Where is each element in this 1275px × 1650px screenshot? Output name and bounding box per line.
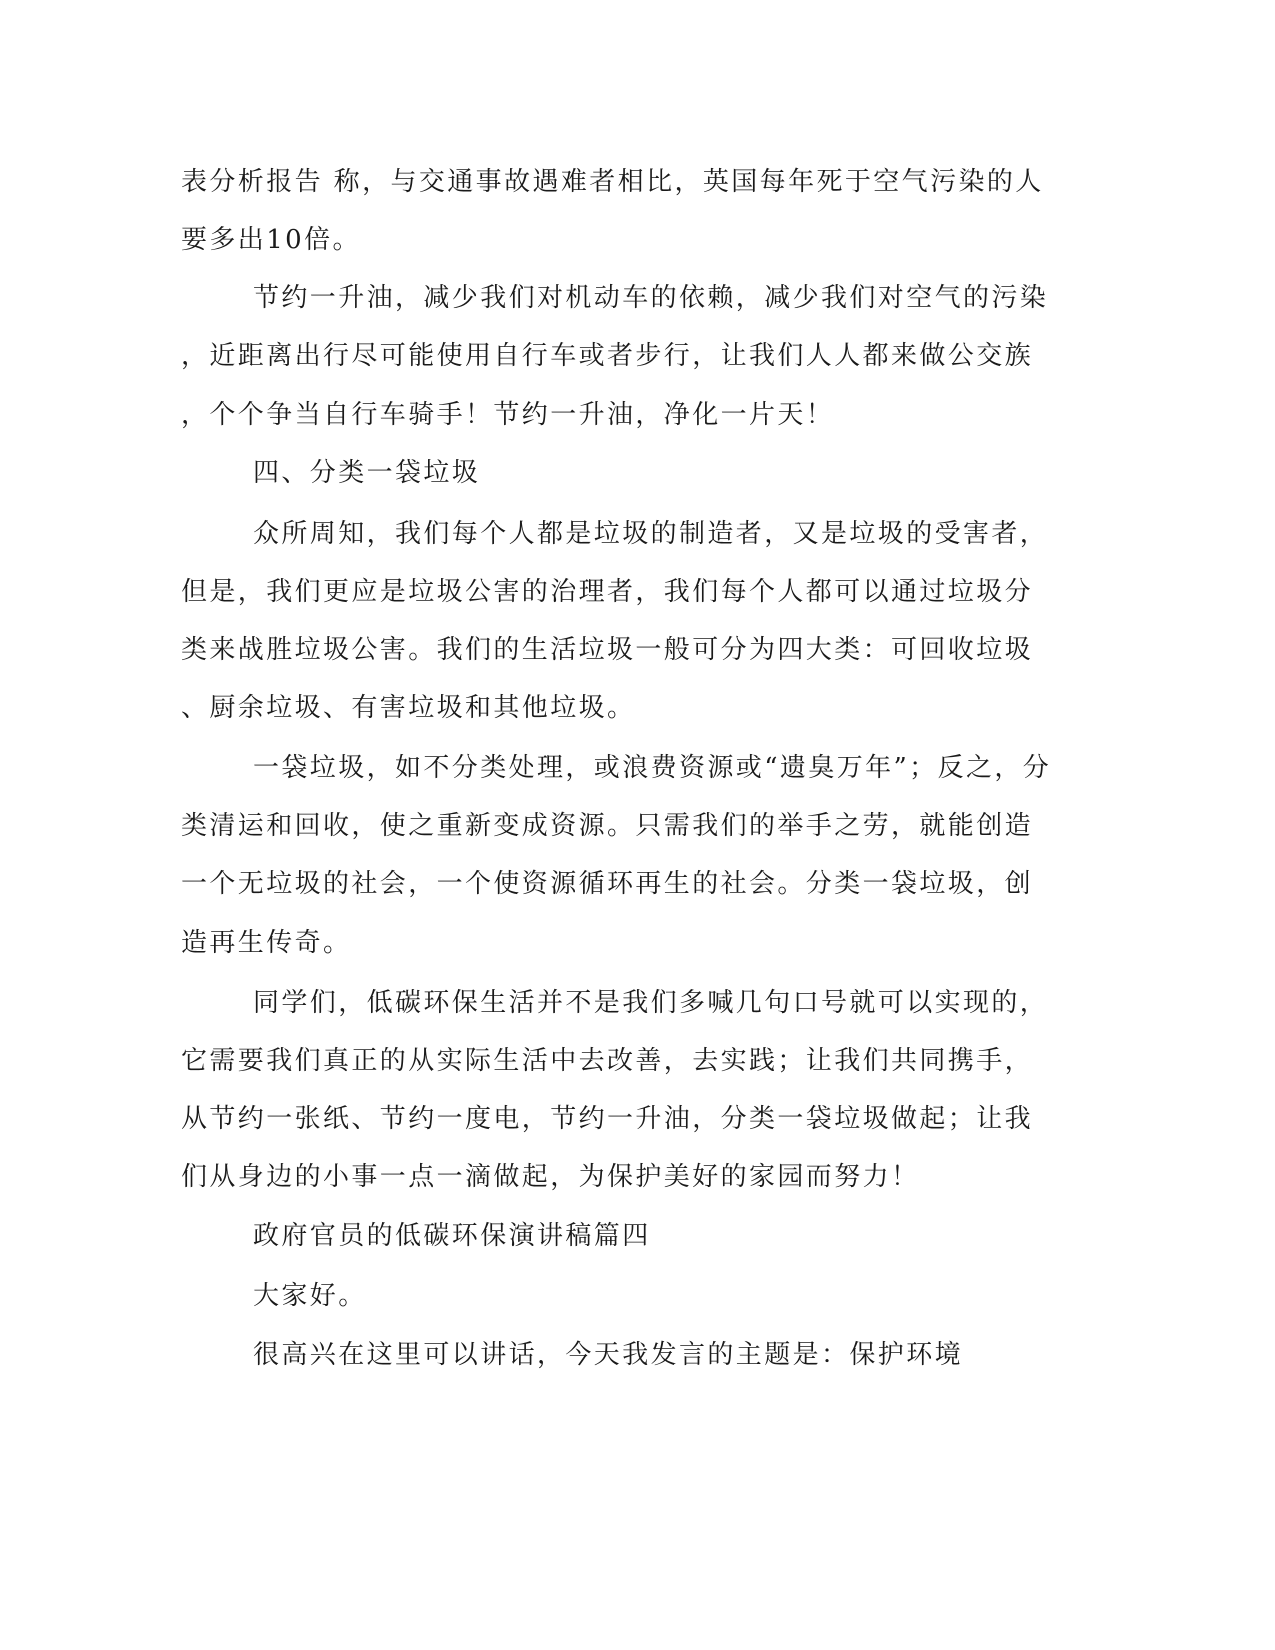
paragraph-line: 类来战胜垃圾公害。我们的生活垃圾一般可分为四大类：可回收垃圾	[181, 635, 1034, 665]
paragraph-line: ，个个争当自行车骑手！节约一升油，净化一片天！	[181, 400, 835, 430]
paragraph-line: 很高兴在这里可以讲话，今天我发言的主题是：保护环境	[253, 1340, 964, 1370]
paragraph-line: 表分析报告 称，与交通事故遇难者相比，英国每年死于空气污染的人	[181, 167, 1044, 197]
paragraph-line: 要多出10倍。	[181, 225, 361, 255]
paragraph-line: 类清运和回收，使之重新变成资源。只需我们的举手之劳，就能创造	[181, 811, 1034, 841]
paragraph-line: 众所周知，我们每个人都是垃圾的制造者，又是垃圾的受害者，	[253, 519, 1049, 549]
paragraph-line: 从节约一张纸、节约一度电，节约一升油，分类一袋垃圾做起；让我	[181, 1104, 1034, 1134]
paragraph-line: 同学们，低碳环保生活并不是我们多喊几句口号就可以实现的，	[253, 988, 1049, 1018]
paragraph-line: 造再生传奇。	[181, 928, 352, 958]
greeting-line: 大家好。	[253, 1281, 367, 1311]
paragraph-line: 们从身边的小事一点一滴做起，为保护美好的家园而努力！	[181, 1162, 920, 1192]
paragraph-line: ，近距离出行尽可能使用自行车或者步行，让我们人人都来做公交族	[181, 341, 1034, 371]
section-heading: 四、分类一袋垃圾	[253, 458, 481, 488]
paragraph-line: 、厨余垃圾、有害垃圾和其他垃圾。	[181, 693, 636, 723]
paragraph-line: 一个无垃圾的社会，一个使资源循环再生的社会。分类一袋垃圾，创	[181, 869, 1034, 899]
section-title: 政府官员的低碳环保演讲稿篇四	[253, 1221, 651, 1251]
paragraph-line: 但是，我们更应是垃圾公害的治理者，我们每个人都可以通过垃圾分	[181, 577, 1034, 607]
paragraph-line: 它需要我们真正的从实际生活中去改善，去实践；让我们共同携手，	[181, 1046, 1034, 1076]
paragraph-line: 一袋垃圾，如不分类处理，或浪费资源或“遗臭万年”；反之，分	[253, 753, 1052, 783]
paragraph-line: 节约一升油，减少我们对机动车的依赖，减少我们对空气的污染	[253, 283, 1049, 313]
